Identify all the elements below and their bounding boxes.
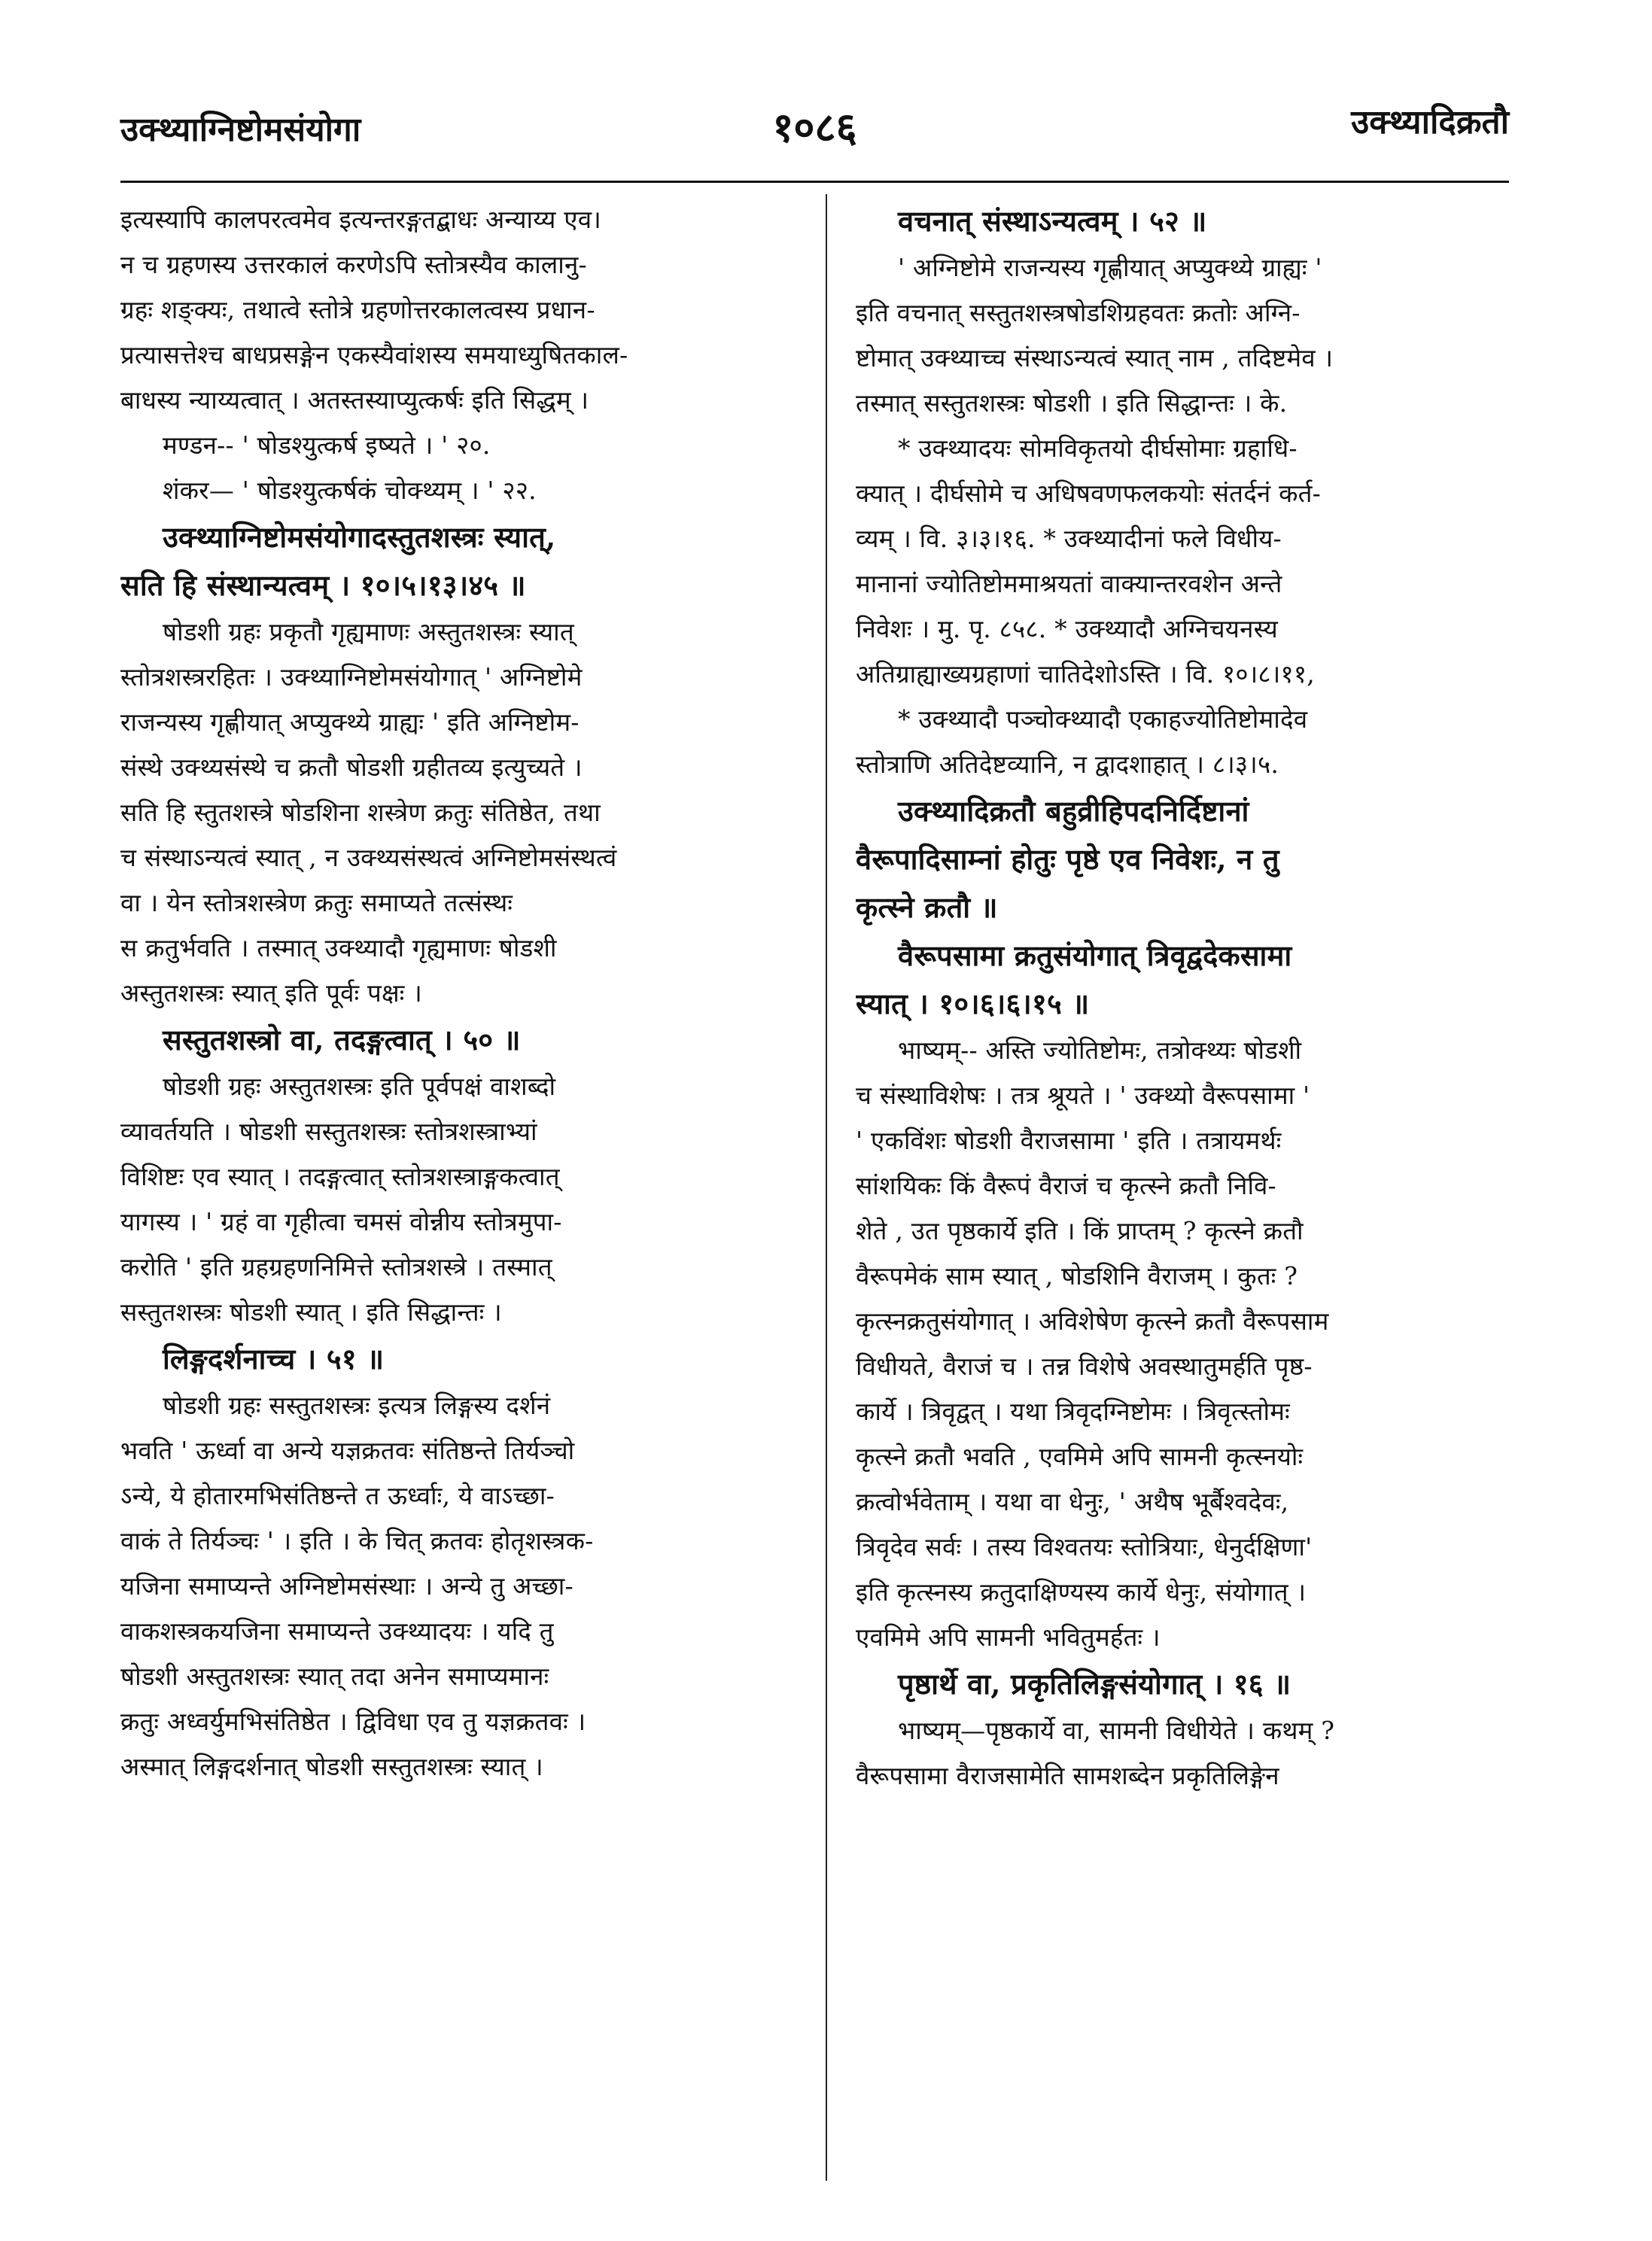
text-line: विधीयते, वैराजं च । तन्न विशेषे अवस्थातुमर्हति पृष्ठ- <box>856 1352 1313 1381</box>
text-line: यजिना समाप्यन्ते अग्निष्टोमसंस्थाः । अन्ये तु अच्छा- <box>120 1571 573 1601</box>
text-line: अतिग्राह्याख्यग्रहाणां चातिदेशोऽस्ति । वि. १०।८।११, <box>856 659 1315 689</box>
right-column <box>856 197 1548 1799</box>
text-line: कृत्स्ने क्रतौ भवति , एवमिमे अपि सामनी कृत्स्नयोः <box>856 1442 1304 1471</box>
header-right-title: उक्थ्यादिक्रतौ <box>1351 103 1509 141</box>
text-line: ऽन्ये, ये होतारमभिसंतिष्ठन्ते त ऊर्ध्वाः, ये वाऽच्छा- <box>120 1481 555 1510</box>
text-line: व्यावर्तयति । षोडशी सस्तुतशस्त्रः स्तोत्रशस्त्राभ्यां <box>120 1117 537 1146</box>
page-number: १०८६ <box>772 103 857 151</box>
text-line: मानानां ज्योतिष्टोममाश्रयतां वाक्यान्तरवशेन अन्ते <box>856 569 1282 598</box>
text-line: वाकं ते तिर्यञ्चः ' । इति । के चित् क्रतवः होतृशस्त्रक- <box>120 1526 594 1555</box>
sutra-line: वचनात् संस्थाऽन्यत्वम् । ५२ ॥ <box>898 204 1207 238</box>
sutra-line: लिङ्गदर्शनाच्च । ५१ ॥ <box>163 1342 385 1376</box>
text-line: शेते , उत पृष्ठकार्ये इति । किं प्राप्तम् ? कृत्स्ने क्रतौ <box>856 1216 1304 1245</box>
sutra-line: वैरूपादिसाम्नां होतुः पृष्ठे एव निवेशः, न तु <box>856 842 1279 876</box>
text-line: मण्डन-- ' षोडश्युत्कर्ष इष्यते । ' २०. <box>163 430 491 460</box>
sutra-line: उक्थ्याग्निष्टोमसंयोगादस्तुतशस्त्रः स्यात्, <box>163 520 556 554</box>
header-left-title: उक्थ्याग्निष्टोमसंयोगा <box>120 111 361 149</box>
running-header <box>120 98 1509 158</box>
sutra-line: सस्तुतशस्त्रो वा, तदङ्गत्वात् । ५० ॥ <box>163 1023 521 1057</box>
text-line: अस्तुतशस्त्रः स्यात् इति पूर्वः पक्षः । <box>120 978 422 1008</box>
sutra-line: पृष्ठार्थे वा, प्रकृतिलिङ्गसंयोगात् । १६ ॥ <box>898 1667 1291 1701</box>
column-divider <box>826 194 827 2181</box>
text-line: विशिष्टः एव स्यात् । तदङ्गत्वात् स्तोत्रशस्त्राङ्गकत्वात् <box>120 1162 560 1191</box>
text-line: राजन्यस्य गृह्णीयात् अप्युक्थ्ये ग्राह्यः ' इति अग्निष्टोम- <box>120 707 580 737</box>
sutra-line: कृत्स्ने क्रतौ ॥ <box>856 890 998 924</box>
text-line: ' अग्निष्टोमे राजन्यस्य गृह्णीयात् अप्युक्थ्ये ग्राह्यः ' <box>898 253 1322 282</box>
text-line: षोडशी अस्तुतशस्त्रः स्यात् तदा अनेन समाप्यमानः <box>120 1662 549 1691</box>
left-column <box>120 197 813 1789</box>
text-line: भाष्यम्-- अस्ति ज्योतिष्टोमः, तत्रोक्थ्यः षोडशी <box>898 1035 1302 1065</box>
text-line: षोडशी ग्रहः सस्तुतशस्त्रः इत्यत्र लिङ्गस्य दर्शनं <box>163 1391 551 1420</box>
text-line: च संस्थाविशेषः । तत्र श्रूयते । ' उक्थ्यो वैरूपसामा ' <box>856 1081 1310 1110</box>
header-rule <box>120 181 1509 183</box>
text-line: अस्मात् लिङ्गदर्शनात् षोडशी सस्तुतशस्त्रः स्यात् । <box>120 1752 543 1781</box>
text-line: क्यात् । दीर्घसोमे च अधिषवणफलकयोः संतर्दनं कर्त- <box>856 479 1322 508</box>
text-line: सस्तुतशस्त्रः षोडशी स्यात् । इति सिद्धान्तः । <box>120 1297 502 1327</box>
text-line: वा । येन स्तोत्रशस्त्रेण क्रतुः समाप्यते तत्संस्थः <box>120 888 513 917</box>
text-line: निवेशः । मु. पृ. ८५८. * उक्थ्यादौ अग्निचयनस्य <box>856 614 1278 643</box>
text-line: व्यम् । वि. ३।३।१६. * उक्थ्यादीनां फले विधीय- <box>856 524 1282 553</box>
text-line: च संस्थाऽन्यत्वं स्यात् , न उक्थ्यसंस्थत्वं अग्निष्टोमसंस्थत्वं <box>120 843 617 872</box>
text-line: कार्ये । त्रिवृद्वत् । यथा त्रिवृदग्निष्टोमः । त्रिवृत्स्तोमः <box>856 1397 1290 1426</box>
text-line: भाष्यम्—पृष्ठकार्ये वा, सामनी विधीयेते । कथम् ? <box>898 1716 1335 1745</box>
text-line: शंकर— ' षोडश्युत्कर्षकं चोक्थ्यम् । ' २२. <box>163 476 537 505</box>
text-line: ' एकविंशः षोडशी वैराजसामा ' इति । तत्रायमर्थः <box>856 1126 1282 1155</box>
sutra-line: सति हि संस्थान्यत्वम् । १०।५।१३।४५ ॥ <box>120 568 526 602</box>
text-line: इति कृत्स्नस्य क्रतुदाक्षिण्यस्य कार्ये धेनुः, संयोगात् । <box>856 1577 1307 1607</box>
text-line: न च ग्रहणस्य उत्तरकालं करणेऽपि स्तोत्रस्यैव कालानु- <box>120 250 587 279</box>
text-line: * उक्थ्यादयः सोमविकृतयो दीर्घसोमाः ग्रहाधि- <box>898 433 1298 463</box>
text-line: क्रतुः अध्वर्युमभिसंतिष्ठेत । द्विविधा एव तु यज्ञक्रतवः । <box>120 1707 586 1736</box>
text-line: करोति ' इति ग्रहग्रहणनिमित्ते स्तोत्रशस्त्रे । तस्मात् <box>120 1252 552 1282</box>
text-line: स क्रतुर्भवति । तस्मात् उक्थ्यादौ गृह्यमाणः षोडशी <box>120 933 557 962</box>
text-line: षोडशी ग्रहः अस्तुतशस्त्रः इति पूर्वपक्षं वाशब्दो <box>163 1072 556 1101</box>
text-line: क्रत्वोर्भवेताम् । यथा वा धेनुः, ' अथैष भूर्बैश्वदेवः, <box>856 1487 1289 1516</box>
text-line: ग्रहः शङ्क्यः, तथात्वे स्तोत्रे ग्रहणोत्तरकालत्वस्य प्रधान- <box>120 295 595 324</box>
text-line: इति वचनात् सस्तुतशस्त्रषोडशिग्रहवतः क्रतोः अग्नि- <box>856 298 1301 327</box>
text-line: भवति ' ऊर्ध्वा वा अन्ये यज्ञक्रतवः संतिष्ठन्ते तिर्यञ्चो <box>120 1436 575 1465</box>
sutra-line: उक्थ्यादिक्रतौ बहुव्रीहिपदनिर्दिष्टानां <box>898 794 1249 828</box>
text-line: वैरूपमेकं साम स्यात् , षोडशिनि वैराजम् । कुतः ? <box>856 1261 1298 1291</box>
text-line: बाधस्य न्याय्यत्वात् । अतस्तस्याप्युत्कर्षः इति सिद्धम् । <box>120 385 589 415</box>
text-line: सांशयिकः किं वैरूपं वैराजं च कृत्स्ने क्रतौ निवि- <box>856 1171 1276 1200</box>
text-line: तस्मात् सस्तुतशस्त्रः षोडशी । इति सिद्धान्तः । के. <box>856 388 1288 418</box>
text-line: * उक्थ्यादौ पञ्चोक्थ्यादौ एकाहज्योतिष्टोमादेव <box>898 704 1308 734</box>
text-line: एवमिमे अपि सामनी भवितुमर्हतः । <box>856 1622 1161 1652</box>
text-line: संस्थे उक्थ्यसंस्थे च क्रतौ षोडशी ग्रहीतव्य इत्युच्यते । <box>120 753 583 782</box>
text-line: कृत्स्नक्रतुसंयोगात् । अविशेषेण कृत्स्ने क्रतौ वैरूपसाम <box>856 1306 1329 1336</box>
text-line: वैरूपसामा वैराजसामेति सामशब्देन प्रकृतिलिङ्गेन <box>856 1761 1279 1790</box>
text-line: इत्यस्यापि कालपरत्वमेव इत्यन्तरङ्गतद्बाधः अन्याय्य एव। <box>120 205 602 234</box>
text-line: त्रिवृदेव सर्वः । तस्य विश्वतयः स्तोत्रियाः, धेनुर्दक्षिणा' <box>856 1532 1313 1561</box>
text-line: सति हि स्तुतशस्त्रे षोडशिना शस्त्रेण क्रतुः संतिष्ठेत, तथा <box>120 798 601 827</box>
text-line: यागस्य । ' ग्रहं वा गृहीत्वा चमसं वोन्नीय स्तोत्रमुपा- <box>120 1207 562 1236</box>
text-line: स्तोत्रशस्त्ररहितः । उक्थ्याग्निष्टोमसंयोगात् ' अग्निष्टोमे <box>120 662 583 692</box>
sutra-line: स्यात् । १०।६।६।१५ ॥ <box>856 987 1090 1020</box>
sutra-line: वैरूपसामा क्रतुसंयोगात् त्रिवृद्वदेकसामा <box>898 938 1292 972</box>
text-line: षोडशी ग्रहः प्रकृतौ गृह्यमाणः अस्तुतशस्त्रः स्यात् <box>163 617 574 646</box>
text-line: ष्टोमात् उक्थ्याच्च संस्थाऽन्यत्वं स्यात् नाम , तदिष्टमेव । <box>856 343 1334 372</box>
text-line: प्रत्यासत्तेश्च बाधप्रसङ्गेन एकस्यैवांशस्य समयाध्युषितकाल- <box>120 340 628 369</box>
text-line: वाकशस्त्रकयजिना समाप्यन्ते उक्थ्यादयः । यदि तु <box>120 1616 554 1646</box>
text-line: स्तोत्राणि अतिदेष्टव्यानि, न द्वादशाहात् । ८।३।५. <box>856 750 1279 779</box>
